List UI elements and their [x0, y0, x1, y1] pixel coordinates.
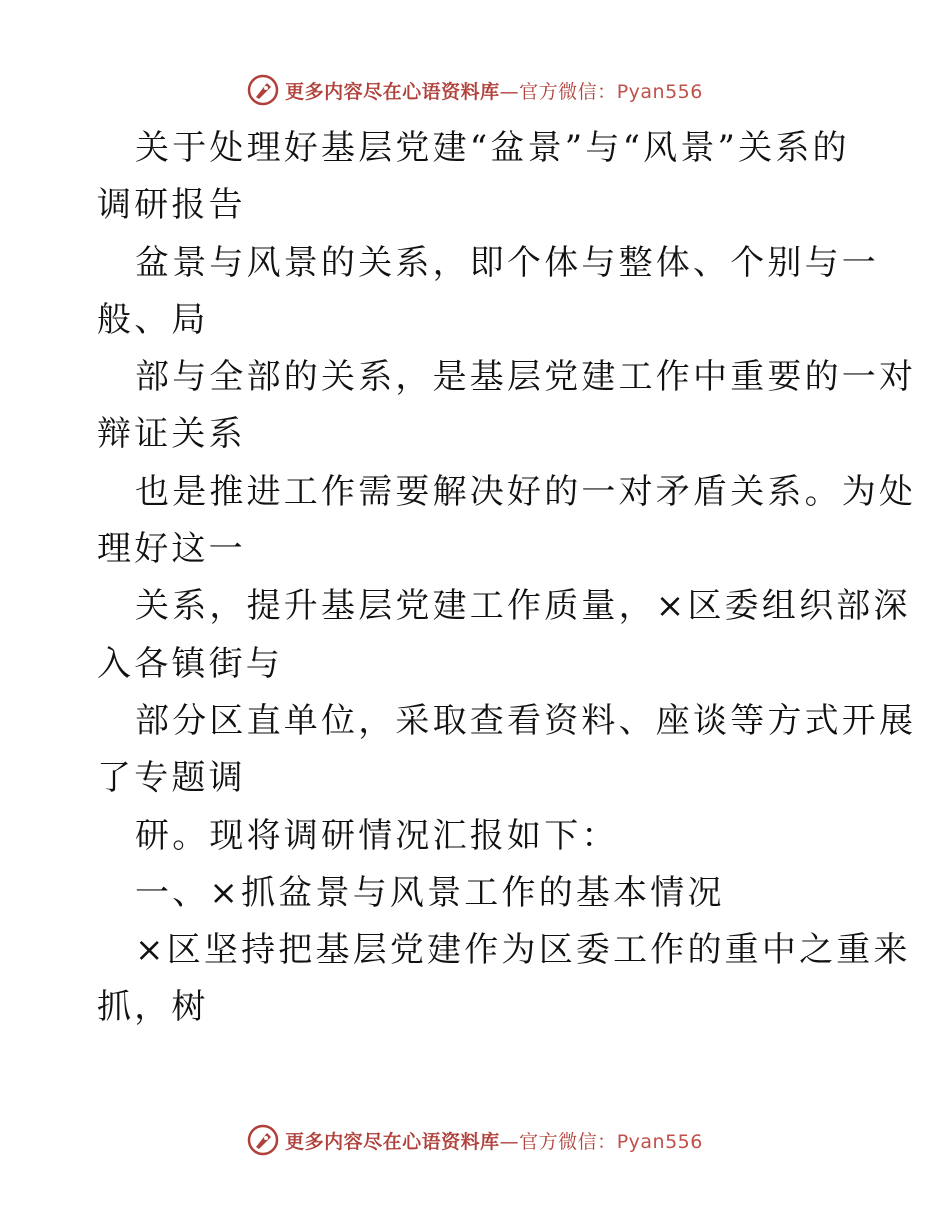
paragraph-line: 理好这一: [97, 529, 246, 570]
watermark-wechat-id: Pyan556: [616, 80, 703, 103]
paragraph-line: 般、局: [97, 299, 209, 340]
watermark-label: 官方微信：: [519, 80, 617, 103]
document-body: [97, 120, 917, 1037]
watermark-separator: —: [499, 1130, 520, 1153]
footer-watermark: [0, 1120, 950, 1160]
section-heading: 一、×抓盆景与风景工作的基本情况: [135, 872, 725, 913]
watermark-brand: 更多内容尽在心语资料库: [285, 1130, 500, 1153]
watermark-label: 官方微信：: [519, 1130, 617, 1153]
watermark-text: [285, 77, 703, 104]
watermark-text: [285, 1127, 703, 1154]
paragraph-line: 也是推进工作需要解决好的一对矛盾关系。为处: [135, 471, 917, 512]
paragraph-line: 盆景与风景的关系，即个体与整体、个别与一: [135, 242, 879, 283]
paragraph-line: 部与全部的关系，是基层党建工作中重要的一对: [135, 357, 917, 398]
paragraph-line: 辩证关系: [97, 414, 246, 455]
document-title-line-1: 关于处理好基层党建“盆景”与“风景”关系的: [135, 128, 850, 168]
paragraph-line: 研。现将调研情况汇报如下：: [135, 815, 619, 856]
paragraph-line: ×区坚持把基层党建作为区委工作的重中之重来: [135, 930, 911, 971]
pen-nib-logo-icon: [247, 74, 279, 106]
header-watermark: [0, 70, 950, 110]
paragraph-line: 抓，树: [97, 987, 209, 1028]
paragraph-line: 了专题调: [97, 758, 246, 799]
paragraph-line: 入各镇街与: [97, 643, 283, 684]
paragraph-line: 部分区直单位，采取查看资料、座谈等方式开展: [135, 700, 917, 741]
watermark-separator: —: [499, 80, 520, 103]
document-title-line-2: 调研报告: [97, 185, 246, 226]
paragraph-line: 关系，提升基层党建工作质量，×区委组织部深: [135, 586, 911, 627]
watermark-brand: 更多内容尽在心语资料库: [285, 80, 500, 103]
watermark-wechat-id: Pyan556: [616, 1130, 703, 1153]
pen-nib-logo-icon: [247, 1124, 279, 1156]
